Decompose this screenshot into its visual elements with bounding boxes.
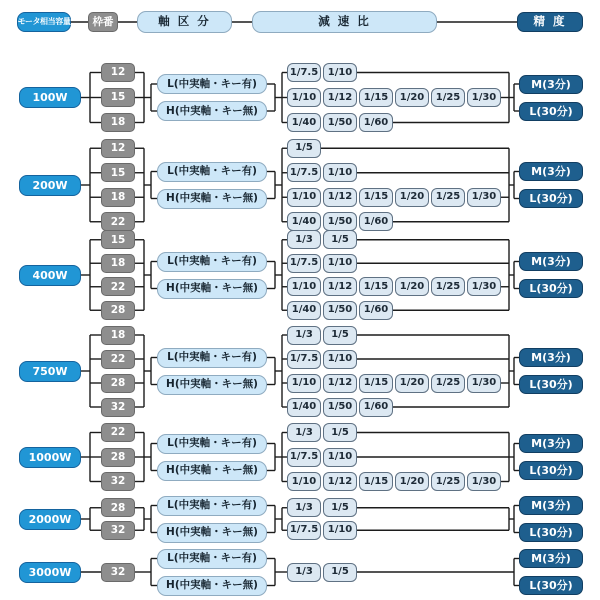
header-reduction-ratio: 減 速 比	[252, 11, 437, 33]
shaft-option-l: L(中実軸・キー有)	[157, 434, 267, 454]
ratio-box: 1/15	[359, 188, 393, 207]
precision-l: L(30分)	[519, 523, 583, 542]
ratio-box: 1/7.5	[287, 163, 321, 182]
ratio-box: 1/40	[287, 301, 321, 320]
shaft-option-h: H(中実軸・キー無)	[157, 279, 267, 299]
shaft-option-h: H(中実軸・キー無)	[157, 576, 267, 596]
ratio-box: 1/7.5	[287, 448, 321, 467]
ratio-box: 1/30	[467, 277, 501, 296]
watt-box-400w: 400W	[19, 265, 81, 286]
ratio-box: 1/30	[467, 188, 501, 207]
precision-l: L(30分)	[519, 189, 583, 208]
header-motor-capacity: モータ相当容量	[17, 12, 71, 32]
ratio-box: 1/10	[287, 188, 321, 207]
watt-box-1000w: 1000W	[19, 447, 81, 468]
ratio-box: 1/40	[287, 113, 321, 132]
shaft-option-h: H(中実軸・キー無)	[157, 523, 267, 543]
frame-box: 18	[101, 188, 135, 207]
ratio-box: 1/12	[323, 277, 357, 296]
ratio-box: 1/10	[287, 472, 321, 491]
shaft-option-l: L(中実軸・キー有)	[157, 252, 267, 272]
ratio-box: 1/30	[467, 374, 501, 393]
frame-box: 28	[101, 301, 135, 320]
ratio-box: 1/10	[287, 374, 321, 393]
ratio-box: 1/7.5	[287, 521, 321, 540]
shaft-option-l: L(中実軸・キー有)	[157, 549, 267, 569]
frame-box: 32	[101, 472, 135, 491]
ratio-box: 1/25	[431, 88, 465, 107]
frame-box: 12	[101, 63, 135, 82]
watt-box-750w: 750W	[19, 361, 81, 382]
frame-box: 32	[101, 398, 135, 417]
ratio-box: 1/10	[323, 448, 357, 467]
shaft-option-l: L(中実軸・キー有)	[157, 496, 267, 516]
ratio-box: 1/5	[323, 423, 357, 442]
precision-l: L(30分)	[519, 102, 583, 121]
ratio-box: 1/12	[323, 88, 357, 107]
ratio-box: 1/50	[323, 301, 357, 320]
frame-box: 15	[101, 230, 135, 249]
frame-box: 22	[101, 350, 135, 369]
frame-box: 18	[101, 254, 135, 273]
ratio-box: 1/5	[323, 498, 357, 517]
ratio-box: 1/7.5	[287, 254, 321, 273]
shaft-option-h: H(中実軸・キー無)	[157, 375, 267, 395]
frame-box: 22	[101, 423, 135, 442]
ratio-box: 1/10	[323, 254, 357, 273]
frame-box: 22	[101, 277, 135, 296]
ratio-box: 1/30	[467, 88, 501, 107]
ratio-box: 1/5	[323, 326, 357, 345]
ratio-box: 1/15	[359, 472, 393, 491]
ratio-box: 1/12	[323, 374, 357, 393]
ratio-box: 1/30	[467, 472, 501, 491]
ratio-box: 1/25	[431, 277, 465, 296]
ratio-box: 1/12	[323, 472, 357, 491]
header-frame-no: 枠番	[88, 12, 118, 32]
frame-box: 32	[101, 521, 135, 540]
header-shaft-type: 軸 区 分	[137, 11, 232, 33]
precision-m: M(3分)	[519, 75, 583, 94]
ratio-box: 1/20	[395, 88, 429, 107]
ratio-box: 1/10	[323, 521, 357, 540]
shaft-option-h: H(中実軸・キー無)	[157, 101, 267, 121]
frame-box: 28	[101, 498, 135, 517]
ratio-box: 1/3	[287, 498, 321, 517]
ratio-box: 1/3	[287, 326, 321, 345]
ratio-box: 1/60	[359, 301, 393, 320]
frame-box: 28	[101, 448, 135, 467]
ratio-box: 1/25	[431, 188, 465, 207]
precision-l: L(30分)	[519, 279, 583, 298]
ratio-box: 1/25	[431, 472, 465, 491]
shaft-option-l: L(中実軸・キー有)	[157, 74, 267, 94]
ratio-box: 1/60	[359, 113, 393, 132]
ratio-box: 1/40	[287, 212, 321, 231]
ratio-box: 1/15	[359, 88, 393, 107]
precision-m: M(3分)	[519, 162, 583, 181]
precision-m: M(3分)	[519, 434, 583, 453]
ratio-box: 1/60	[359, 398, 393, 417]
ratio-box: 1/20	[395, 188, 429, 207]
ratio-box: 1/10	[287, 277, 321, 296]
ratio-box: 1/20	[395, 472, 429, 491]
ratio-box: 1/40	[287, 398, 321, 417]
shaft-option-h: H(中実軸・キー無)	[157, 189, 267, 209]
ratio-box: 1/3	[287, 230, 321, 249]
ratio-box: 1/10	[323, 63, 357, 82]
precision-m: M(3分)	[519, 252, 583, 271]
ratio-box: 1/5	[323, 563, 357, 582]
shaft-option-h: H(中実軸・キー無)	[157, 461, 267, 481]
precision-l: L(30分)	[519, 576, 583, 595]
ratio-box: 1/10	[323, 163, 357, 182]
ratio-box: 1/15	[359, 374, 393, 393]
ratio-box: 1/10	[323, 350, 357, 369]
ratio-box: 1/50	[323, 113, 357, 132]
ratio-box: 1/5	[287, 139, 321, 158]
ratio-box: 1/25	[431, 374, 465, 393]
precision-m: M(3分)	[519, 496, 583, 515]
ratio-box: 1/15	[359, 277, 393, 296]
watt-box-100w: 100W	[19, 87, 81, 108]
frame-box: 22	[101, 212, 135, 231]
frame-box: 28	[101, 374, 135, 393]
precision-l: L(30分)	[519, 461, 583, 480]
ratio-box: 1/12	[323, 188, 357, 207]
precision-m: M(3分)	[519, 549, 583, 568]
frame-box: 12	[101, 139, 135, 158]
watt-box-3000w: 3000W	[19, 562, 81, 583]
ratio-box: 1/20	[395, 374, 429, 393]
frame-box: 32	[101, 563, 135, 582]
frame-box: 18	[101, 113, 135, 132]
watt-box-200w: 200W	[19, 175, 81, 196]
ratio-box: 1/7.5	[287, 63, 321, 82]
ratio-box: 1/60	[359, 212, 393, 231]
ratio-box: 1/3	[287, 423, 321, 442]
ratio-box: 1/50	[323, 212, 357, 231]
precision-m: M(3分)	[519, 348, 583, 367]
ratio-box: 1/50	[323, 398, 357, 417]
precision-l: L(30分)	[519, 375, 583, 394]
ratio-box: 1/10	[287, 88, 321, 107]
shaft-option-l: L(中実軸・キー有)	[157, 162, 267, 182]
ratio-box: 1/5	[323, 230, 357, 249]
ratio-box: 1/7.5	[287, 350, 321, 369]
ratio-box: 1/3	[287, 563, 321, 582]
watt-box-2000w: 2000W	[19, 509, 81, 530]
shaft-option-l: L(中実軸・キー有)	[157, 348, 267, 368]
header-precision: 精 度	[517, 12, 583, 32]
frame-box: 15	[101, 163, 135, 182]
ratio-box: 1/20	[395, 277, 429, 296]
frame-box: 18	[101, 326, 135, 345]
frame-box: 15	[101, 88, 135, 107]
